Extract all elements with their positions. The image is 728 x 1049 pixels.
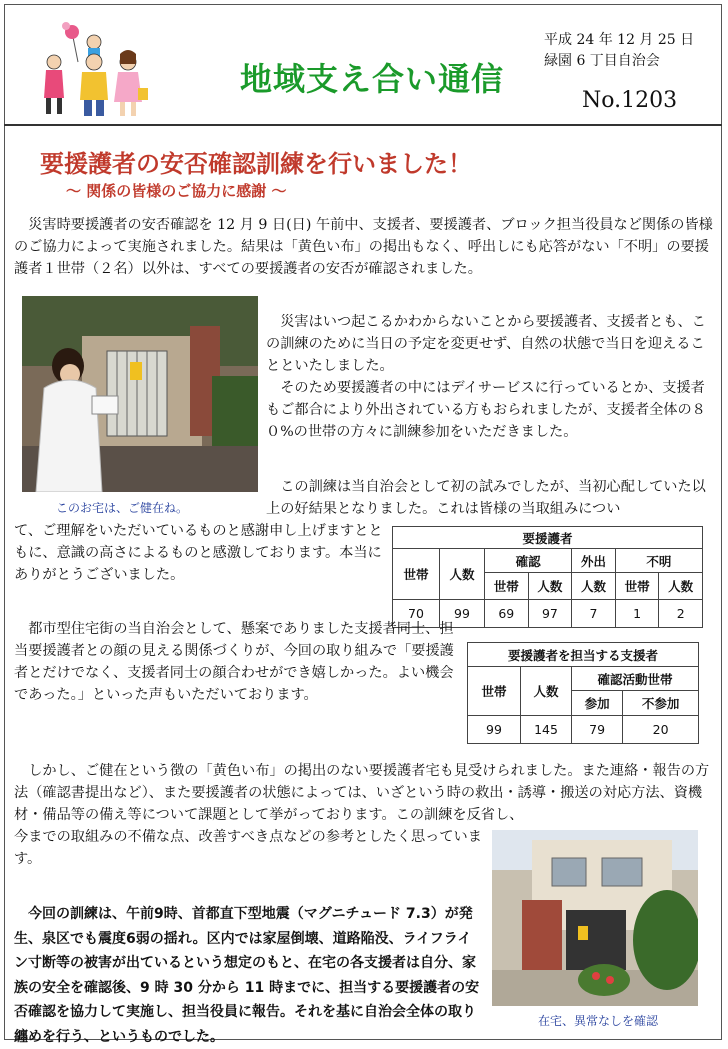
house-exterior-image (492, 830, 698, 1006)
table2-header-persons: 人数 (521, 667, 572, 715)
article-subheadline: ～ 関係の皆様のご協力に感謝 ～ (66, 182, 287, 200)
table1-cell: 97 (528, 599, 572, 627)
paragraph-6b: 今までの取組みの不備な点、改善すべき点などの参考としたく思っています。 (14, 829, 482, 867)
paragraph-4b: て、ご理解をいただいているものと感謝申し上げますとともに、意識の高さによるものと感激しております。本当にありがとうございました。 (14, 523, 383, 583)
paragraph-2: 災害はいつ起こるかわからないことから要援護者、支援者とも、この訓練のために当日の予定を変更せず、自然の状態で当日を迎えることといたしました。 (266, 314, 706, 374)
photo-2-caption: 在宅、異常なしを確認 (538, 1014, 659, 1028)
issue-date-and-org (544, 30, 694, 72)
table2-header-households: 世帯 (468, 667, 521, 715)
table2-cell: 20 (623, 715, 699, 743)
family-illustration (32, 22, 160, 122)
paragraph-4a: この訓練は当自治会として初の試みでしたが、当初心配していた以上の好結果となりました。これは皆様の当取組みについ (266, 479, 706, 517)
paragraph-1: 災害時要援護者の安否確認を 12 月 9 日(日) 午前中、支援者、要援護者、ブロック担当役員など関係の皆様のご協力によって実施されました。結果は「黄色い布」の掲出もなく、呼出しにも応答がない「不明」の要援護者１世帯（２名）以外は、すべての要援護者の安否が確認されました。 (14, 217, 713, 277)
table1-sub-confirmed-persons: 人数 (528, 573, 572, 599)
house-visit-image (22, 296, 258, 492)
issue-date: 平成 24 年 12 月 25 日 (544, 32, 695, 48)
table-support-recipients (392, 526, 703, 628)
table2-sub-participated: 参加 (572, 691, 623, 715)
table2-cell: 145 (521, 715, 572, 743)
paragraph-6a: しかし、ご健在という徴の「黄色い布」の掲出のない要援護者宅も見受けられました。また連絡・報告の方法（確認書提出など）、また要援護者の状態によっては、いざという時の救出・誘導・搬送の対応方法、資機材・備品等の備え等について課題として挙がっております。この訓練を反省し、 (14, 763, 710, 823)
organization: 緑園 6 丁目自治会 (544, 53, 660, 69)
table1-header-persons: 人数 (440, 549, 485, 599)
table2-cell: 79 (572, 715, 623, 743)
table2-title: 要援護者を担当する支援者 (468, 643, 699, 667)
table1-sub-unknown-households: 世帯 (615, 573, 659, 599)
table1-header-out: 外出 (572, 549, 616, 573)
table1-header-confirmed: 確認 (485, 549, 572, 573)
table2-sub-not-participated: 不参加 (623, 691, 699, 715)
paragraph-3: そのため要援護者の中にはデイサービスに行っているとか、支援者もご都合により外出されている方もおられましたが、支援者全体の８０%の世帯の方々に訓練参加をいただきました。 (266, 380, 706, 440)
table1-sub-out-persons: 人数 (572, 573, 616, 599)
photo-house-visit (22, 296, 258, 492)
table-supporters (467, 642, 699, 744)
table1-cell: 7 (572, 599, 616, 627)
table1-title: 要援護者 (393, 527, 703, 549)
table1-header-households: 世帯 (393, 549, 440, 599)
table1-sub-unknown-persons: 人数 (659, 573, 703, 599)
newsletter-header (4, 4, 722, 126)
table1-cell: 69 (485, 599, 529, 627)
photo-house-exterior (492, 830, 698, 1006)
photo-1-caption: このお宅は、ご健在ね。 (56, 501, 189, 515)
table1-cell: 99 (440, 599, 485, 627)
table1-cell: 70 (393, 599, 440, 627)
table1-sub-confirmed-households: 世帯 (485, 573, 529, 599)
table1-header-unknown: 不明 (615, 549, 702, 573)
article-headline: 要援護者の安否確認訓練を行いました！ (40, 150, 472, 178)
table2-cell: 99 (468, 715, 521, 743)
table2-header-activity: 確認活動世帯 (572, 667, 699, 691)
newsletter-title: 地域支え合い通信 (240, 60, 505, 98)
table1-cell: 2 (659, 599, 703, 627)
issue-number: No.1203 (582, 88, 678, 113)
paragraph-5: 都市型住宅街の当自治会として、懸案でありました支援者同士、担当要援護者との顔の見える関係づくりが、今回の取り組みで「要援護者とだけでなく、支援者同士の顔合わせができ嬉しかった。よい機会であった。」といった声もいただいております。 (14, 621, 454, 703)
paragraph-7: 今回の訓練は、午前9時、首都直下型地震（マグニチュード 7.3）が発生、泉区でも震度6弱の揺れ。区内では家屋倒壊、道路陥没、ライフライン寸断等の被害が出ているという想定のもと、在宅の各支援者は自分、家族の安全を確認後、9 時 30 分から 11 時までに、担当する要援護者の安否確認を協力して実施し、担当役員に報告。それを基に自治会全体の取り纏めを行う、というものでした。 (14, 906, 480, 1045)
table1-cell: 1 (615, 599, 659, 627)
